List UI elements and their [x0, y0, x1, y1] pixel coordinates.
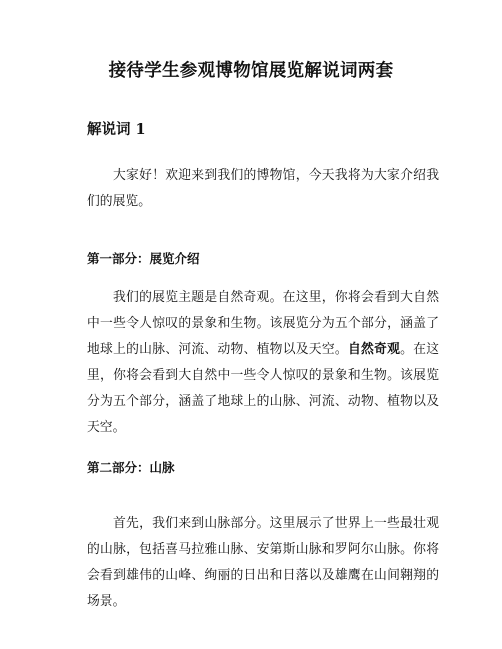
part-2-paragraph: 首先，我们来到山脉部分。这里展示了世界上一些最壮观的山脉，包括喜马拉雅山脉、安第斯山脉和罗阿尔山脉。你将会看到雄伟的山峰、绚丽的日出和日落以及雄鹰在山间翱翔的场景。 — [87, 516, 439, 609]
part-1-paragraph-end: 。在这里，你将会看到大自然中一些令人惊叹的景象和生物。该展览分为五个部分，涵盖了地球上的山脉、河流、动物、植物以及天空。 — [87, 342, 440, 435]
part-1-paragraph-bold: 自然奇观 — [347, 342, 401, 357]
speech-1-heading: 解说词 1 — [87, 121, 146, 138]
part-1-paragraph — [87, 285, 439, 441]
document-title: 接待学生参观博物馆展览解说词两套 — [108, 61, 394, 81]
part-2-heading: 第二部分：山脉 — [87, 460, 175, 475]
part-1-heading: 第一部分：展览介绍 — [87, 251, 200, 266]
part-1-paragraph-start: 我们的展览主题是自然奇观。在这里，你将会看到大自然中一些令人惊叹的景象和生物。该展览分为五个部分，涵盖了地球上的山脉、河流、动物、植物以及天空。 — [87, 290, 439, 357]
intro-paragraph: 大家好！欢迎来到我们的博物馆，今天我将为大家介绍我们的展览。 — [87, 168, 439, 209]
